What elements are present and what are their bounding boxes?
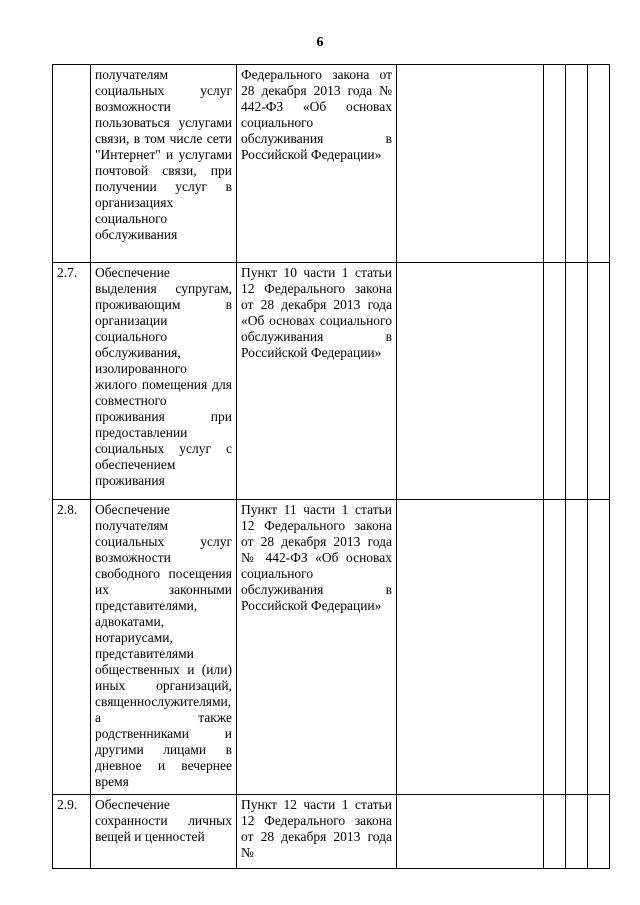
empty-cell [566,795,588,869]
legal-basis-text: Пункт 10 части 1 статьи 12 Федерального закона от 28 декабря 2013 года «Об основах социального обслуживания в Российской Федерации» [237,263,397,500]
table-row [53,263,610,500]
page-number: 6 [316,35,324,50]
empty-cell [397,263,544,500]
row-number: 2.9. [53,795,91,869]
table-row [53,795,610,869]
empty-cell [566,65,588,263]
row-number [53,65,91,263]
requirement-text: Обеспечение получателям социальных услуг возможности свободного посещения их законными представителями, адвокатами, нотариусами, представителями общественных и (или) иных организаций, священнослужителями, а также родственниками и другими лицами в дневное и вечернее время [91,500,237,795]
legal-basis-text: Пункт 12 части 1 статьи 12 Федерального закона от 28 декабря 2013 года № [237,795,397,869]
row-number: 2.7. [53,263,91,500]
requirement-text: Обеспечение выделения супругам, проживающим в организации социального обслуживания, изолированного жилого помещения для совместного проживания при предоставлении социальных услуг с обеспечением проживания [91,263,237,500]
empty-cell [544,263,566,500]
empty-cell [588,795,610,869]
empty-cell [397,795,544,869]
table-row [53,500,610,795]
empty-cell [566,500,588,795]
empty-cell [544,500,566,795]
table-row [53,65,610,263]
requirements-table [52,64,610,869]
empty-cell [588,65,610,263]
requirement-text: Обеспечение сохранности личных вещей и ценностей [91,795,237,869]
empty-cell [397,65,544,263]
requirement-text: получателям социальных услуг возможности пользоваться услугами связи, в том числе сети "Интернет" и услугами почтовой связи, при получении услуг в организациях социального обслуживания [91,65,237,263]
empty-cell [588,500,610,795]
legal-basis-text: Пункт 11 части 1 статьи 12 Федерального закона от 28 декабря 2013 года № 442-ФЗ «Об основах социального обслуживания в Российской Федерации» [237,500,397,795]
empty-cell [397,500,544,795]
empty-cell [588,263,610,500]
empty-cell [544,65,566,263]
empty-cell [566,263,588,500]
empty-cell [544,795,566,869]
legal-basis-text: Федерального закона от 28 декабря 2013 года № 442-ФЗ «Об основах социального обслуживания в Российской Федерации» [237,65,397,263]
row-number: 2.8. [53,500,91,795]
